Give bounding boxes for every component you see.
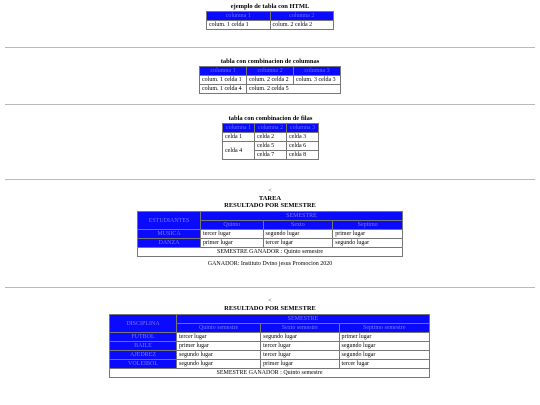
table-row (110, 342, 430, 351)
separator-2 (5, 104, 535, 105)
table2-caption: tabla con combinacion de columnas (220, 58, 320, 65)
table1-cell: colum. 2 celda 2 (270, 21, 334, 30)
table-row (200, 76, 341, 85)
row-label: MUSICA (138, 230, 201, 239)
table-cell: tercer lugar (177, 333, 261, 342)
tarea-sub-head: Sexto (263, 221, 333, 230)
table3-cell: celda 1 (223, 133, 255, 142)
table3-cell: celda 7 (255, 151, 287, 160)
table-cell: tercer lugar (201, 230, 264, 239)
table3-cell: celda 2 (255, 133, 287, 142)
row-label: AJEDREZ (110, 351, 177, 360)
winner-row (110, 369, 430, 378)
result2-sub-head: Quinto semestre (177, 324, 261, 333)
tarea-sub-head: Quinto (201, 221, 264, 230)
tarea-group-head: SEMESTRE (201, 212, 403, 221)
table-row (200, 85, 341, 94)
tarea-table (137, 211, 403, 257)
table3-cell: celda 4 (223, 142, 255, 160)
result2-sub-head: Sexto semestre (261, 324, 339, 333)
tarea-col-head: ESTUDIANTES (138, 212, 201, 230)
table1-caption: ejemplo de tabla con HTML (230, 3, 310, 10)
table1-block (206, 3, 334, 30)
table2-header-cell: columna 2 (247, 67, 294, 76)
separator-1 (5, 47, 535, 48)
row-label: DANZA (138, 239, 201, 248)
result2-subtitle: RESULTADO POR SEMESTRE (224, 305, 316, 312)
result2-sub-head: Septimo semestre (339, 324, 429, 333)
table3 (222, 123, 319, 160)
table2-block (199, 58, 341, 94)
table-cell: primer lugar (177, 342, 261, 351)
table-row (223, 133, 319, 142)
table3-caption: tabla con combinacion de filas (228, 115, 313, 122)
table3-block (222, 115, 319, 160)
table2-cell: colum. 2 celda 2 (247, 76, 294, 85)
result2-col-head: DISCIPLINA (110, 315, 177, 333)
table2-header-row (200, 67, 341, 76)
winner-row (138, 248, 403, 257)
row-label: BAILE (110, 342, 177, 351)
table2-header-cell: columna 1 (200, 67, 247, 76)
table3-header-cell: columna 2 (255, 124, 287, 133)
result2-group-row (110, 315, 430, 324)
tarea-group-row (138, 212, 403, 221)
table-cell: segundo lugar (333, 239, 403, 248)
winner-cell: SEMESTRE GANADOR : Quinto semestre (110, 369, 430, 378)
table2-cell: colum. 1 celda 1 (200, 76, 247, 85)
table-row (110, 333, 430, 342)
result2-lt: < (268, 298, 272, 304)
separator-4 (5, 287, 535, 288)
table1 (206, 11, 334, 30)
table1-header-row (207, 12, 334, 21)
table3-cell: celda 3 (287, 133, 319, 142)
result2-group-head: SEMESTRE (177, 315, 430, 324)
result2-table (109, 314, 430, 378)
table3-header-cell: columna 3 (287, 124, 319, 133)
table2-header-cell: columna 3 (294, 67, 341, 76)
table-row (138, 230, 403, 239)
row-label: VOLEIBOL (110, 360, 177, 369)
table-cell: tercer lugar (261, 351, 339, 360)
table-cell: tercer lugar (261, 342, 339, 351)
table2-cell: colum. 1 celda 4 (200, 85, 247, 94)
table-cell: primer lugar (261, 360, 339, 369)
tarea-subtitle: RESULTADO POR SEMESTRE (224, 202, 316, 209)
table-cell: segundo lugar (339, 351, 429, 360)
table-cell: segundo lugar (263, 230, 333, 239)
tarea-lt: < (268, 188, 272, 194)
table-row (207, 21, 334, 30)
winner-cell: SEMESTRE GANADOR : Quinto semestre (138, 248, 403, 257)
tarea-title: TAREA (258, 195, 282, 202)
table-cell: segundo lugar (177, 360, 261, 369)
table-cell: primer lugar (333, 230, 403, 239)
table-row (138, 239, 403, 248)
table-cell: primer lugar (339, 333, 429, 342)
table3-cell: celda 8 (287, 151, 319, 160)
tarea-sub-head: Septimo (333, 221, 403, 230)
table-cell: tercer lugar (339, 360, 429, 369)
table1-cell: colum. 1 celda 1 (207, 21, 271, 30)
table-cell: segundo lugar (177, 351, 261, 360)
table1-header-cell: columna 1 (207, 12, 271, 21)
table3-header-row (223, 124, 319, 133)
table-cell: segundo lugar (261, 333, 339, 342)
separator-3 (5, 179, 535, 180)
table-cell: tercer lugar (263, 239, 333, 248)
table3-header-cell: columna 1 (223, 124, 255, 133)
row-label: FUTBOL (110, 333, 177, 342)
table1-header-cell: columna 2 (270, 12, 334, 21)
table-row (223, 142, 319, 151)
table3-cell: celda 5 (255, 142, 287, 151)
table3-cell: celda 6 (287, 142, 319, 151)
table2-cell: colum. 3 celda 3 (294, 76, 341, 85)
table-row (110, 351, 430, 360)
tarea-footer: GANADOR: Instituto Dvino jesus Promocion 2020 (207, 261, 333, 267)
table-cell: primer lugar (201, 239, 264, 248)
table-cell: segundo lugar (339, 342, 429, 351)
table2 (199, 66, 341, 94)
table2-cell: colum. 2 celda 5 (247, 85, 341, 94)
table-row (110, 360, 430, 369)
